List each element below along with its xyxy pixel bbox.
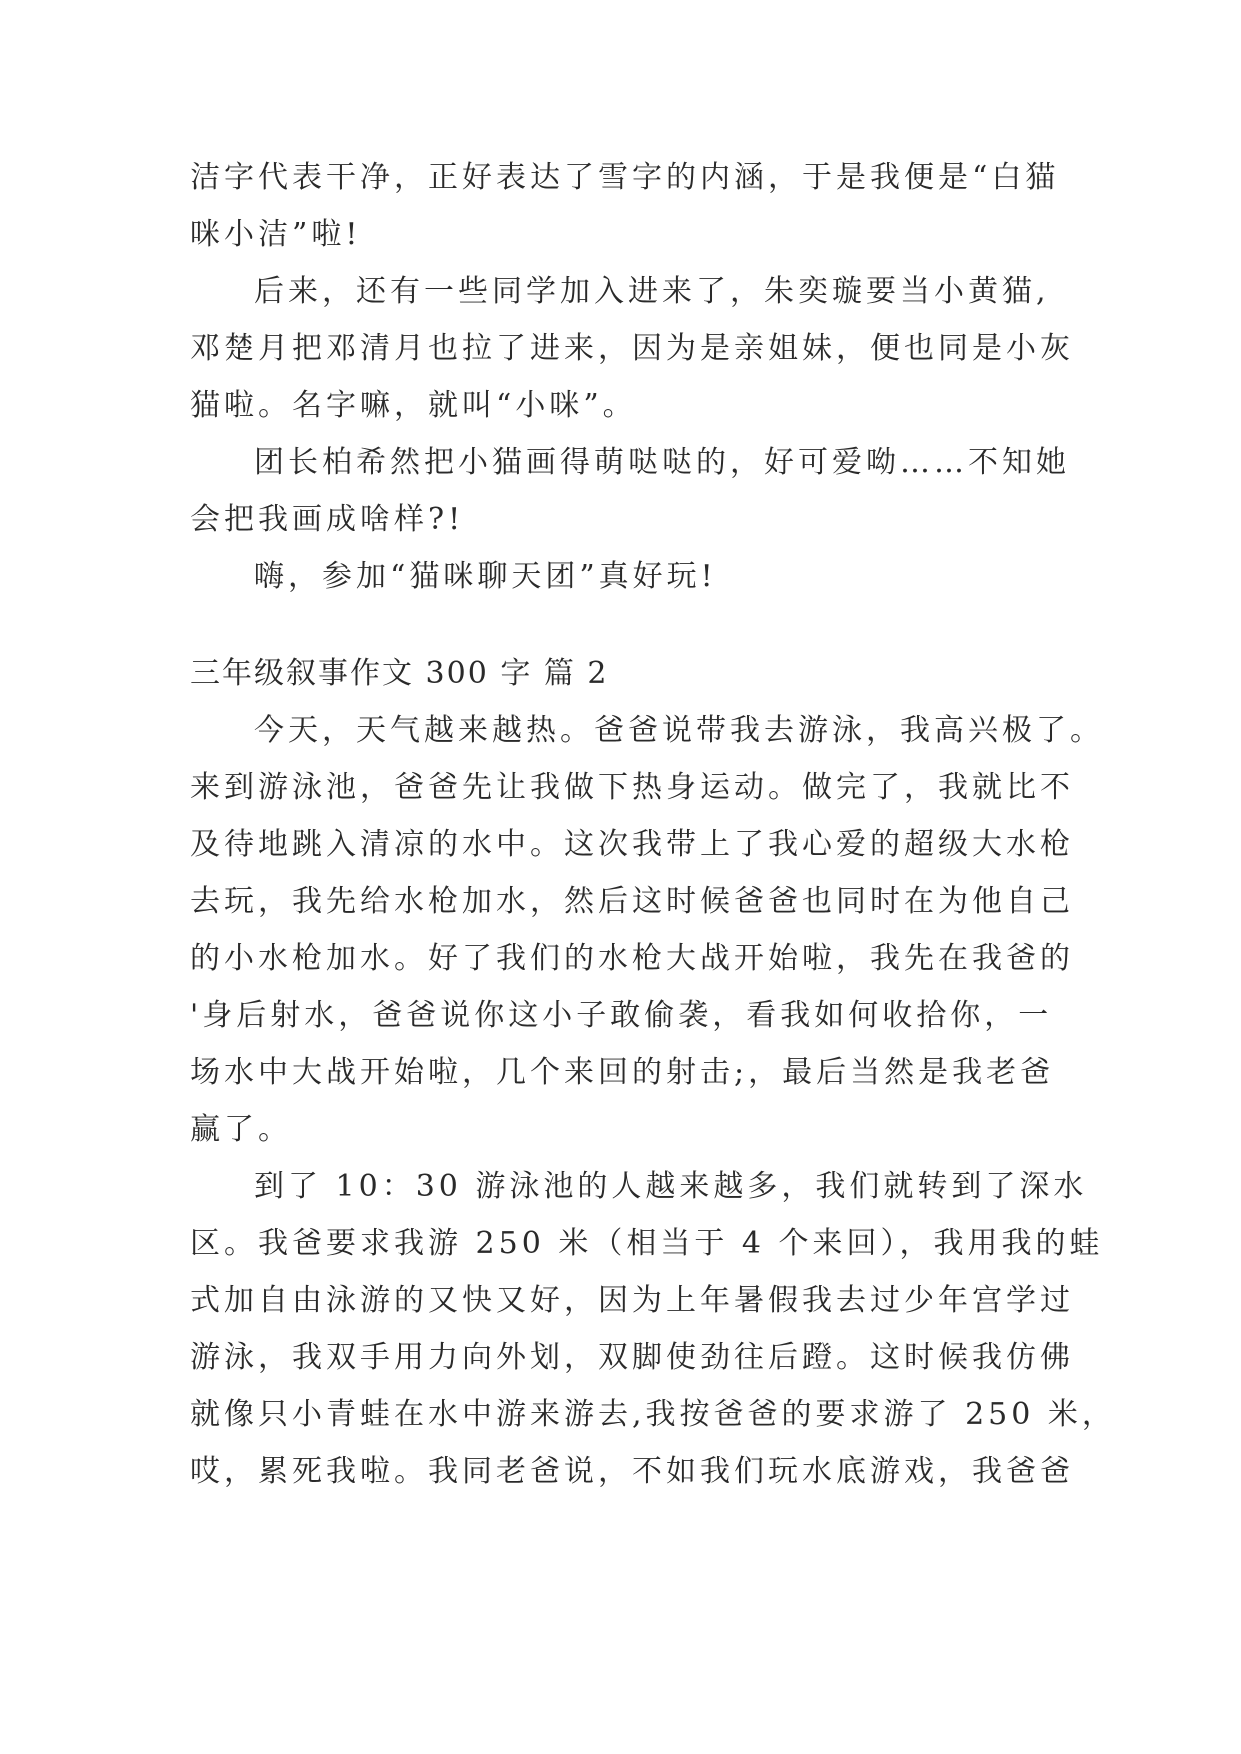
paragraph-line: 到了 10：30 游泳池的人越来越多，我们就转到了深水 bbox=[254, 1169, 1088, 1204]
paragraph-line: 咪小洁”啦! bbox=[190, 217, 362, 252]
paragraph-line: '身后射水，爸爸说你这小子敢偷袭，看我如何收拾你，一 bbox=[190, 998, 1053, 1033]
paragraph-line: 赢了。 bbox=[190, 1112, 292, 1147]
paragraph-line: 场水中大战开始啦，几个来回的射击;，最后当然是我老爸 bbox=[190, 1055, 1055, 1090]
paragraph-line: 游泳，我双手用力向外划，双脚使劲往后蹬。这时候我仿佛 bbox=[190, 1340, 1074, 1375]
paragraph-line: 的小水枪加水。好了我们的水枪大战开始啦，我先在我爸的 bbox=[190, 941, 1074, 976]
paragraph-line: 区。我爸要求我游 250 米（相当于 4 个来回），我用我的蛙 bbox=[190, 1226, 1104, 1261]
paragraph-line: 会把我画成啥样?! bbox=[190, 502, 465, 537]
paragraph-line: 哎，累死我啦。我同老爸说，不如我们玩水底游戏，我爸爸 bbox=[190, 1454, 1074, 1489]
paragraph-line: 式加自由泳游的又快又好，因为上年暑假我去过少年宫学过 bbox=[190, 1283, 1074, 1318]
paragraph-line: 今天，天气越来越热。爸爸说带我去游泳，我高兴极了。 bbox=[254, 713, 1104, 748]
paragraph-line: 来到游泳池，爸爸先让我做下热身运动。做完了，我就比不 bbox=[190, 770, 1074, 805]
paragraph-line: 及待地跳入清凉的水中。这次我带上了我心爱的超级大水枪 bbox=[190, 827, 1074, 862]
paragraph-line: 猫啦。名字嘛，就叫“小咪”。 bbox=[190, 388, 637, 423]
paragraph-line: 团长柏希然把小猫画得萌哒哒的，好可爱呦……不知她 bbox=[254, 445, 1070, 480]
paragraph-line: 嗨，参加“猫咪聊天团”真好玩! bbox=[254, 559, 717, 594]
paragraph-line: 洁字代表干净，正好表达了雪字的内涵，于是我便是“白猫 bbox=[190, 160, 1060, 195]
paragraph-line: 邓楚月把邓清月也拉了进来，因为是亲姐妹，便也同是小灰 bbox=[190, 331, 1074, 366]
section-title: 三年级叙事作文 300 字 篇 2 bbox=[190, 656, 609, 691]
essay-body bbox=[190, 158, 1116, 1492]
paragraph-line: 去玩，我先给水枪加水，然后这时候爸爸也同时在为他自己 bbox=[190, 884, 1074, 919]
paragraph-line: 后来，还有一些同学加入进来了，朱奕璇要当小黄猫, bbox=[254, 274, 1050, 309]
paragraph-line: 就像只小青蛙在水中游来游去,我按爸爸的要求游了 250 米， bbox=[190, 1397, 1116, 1432]
